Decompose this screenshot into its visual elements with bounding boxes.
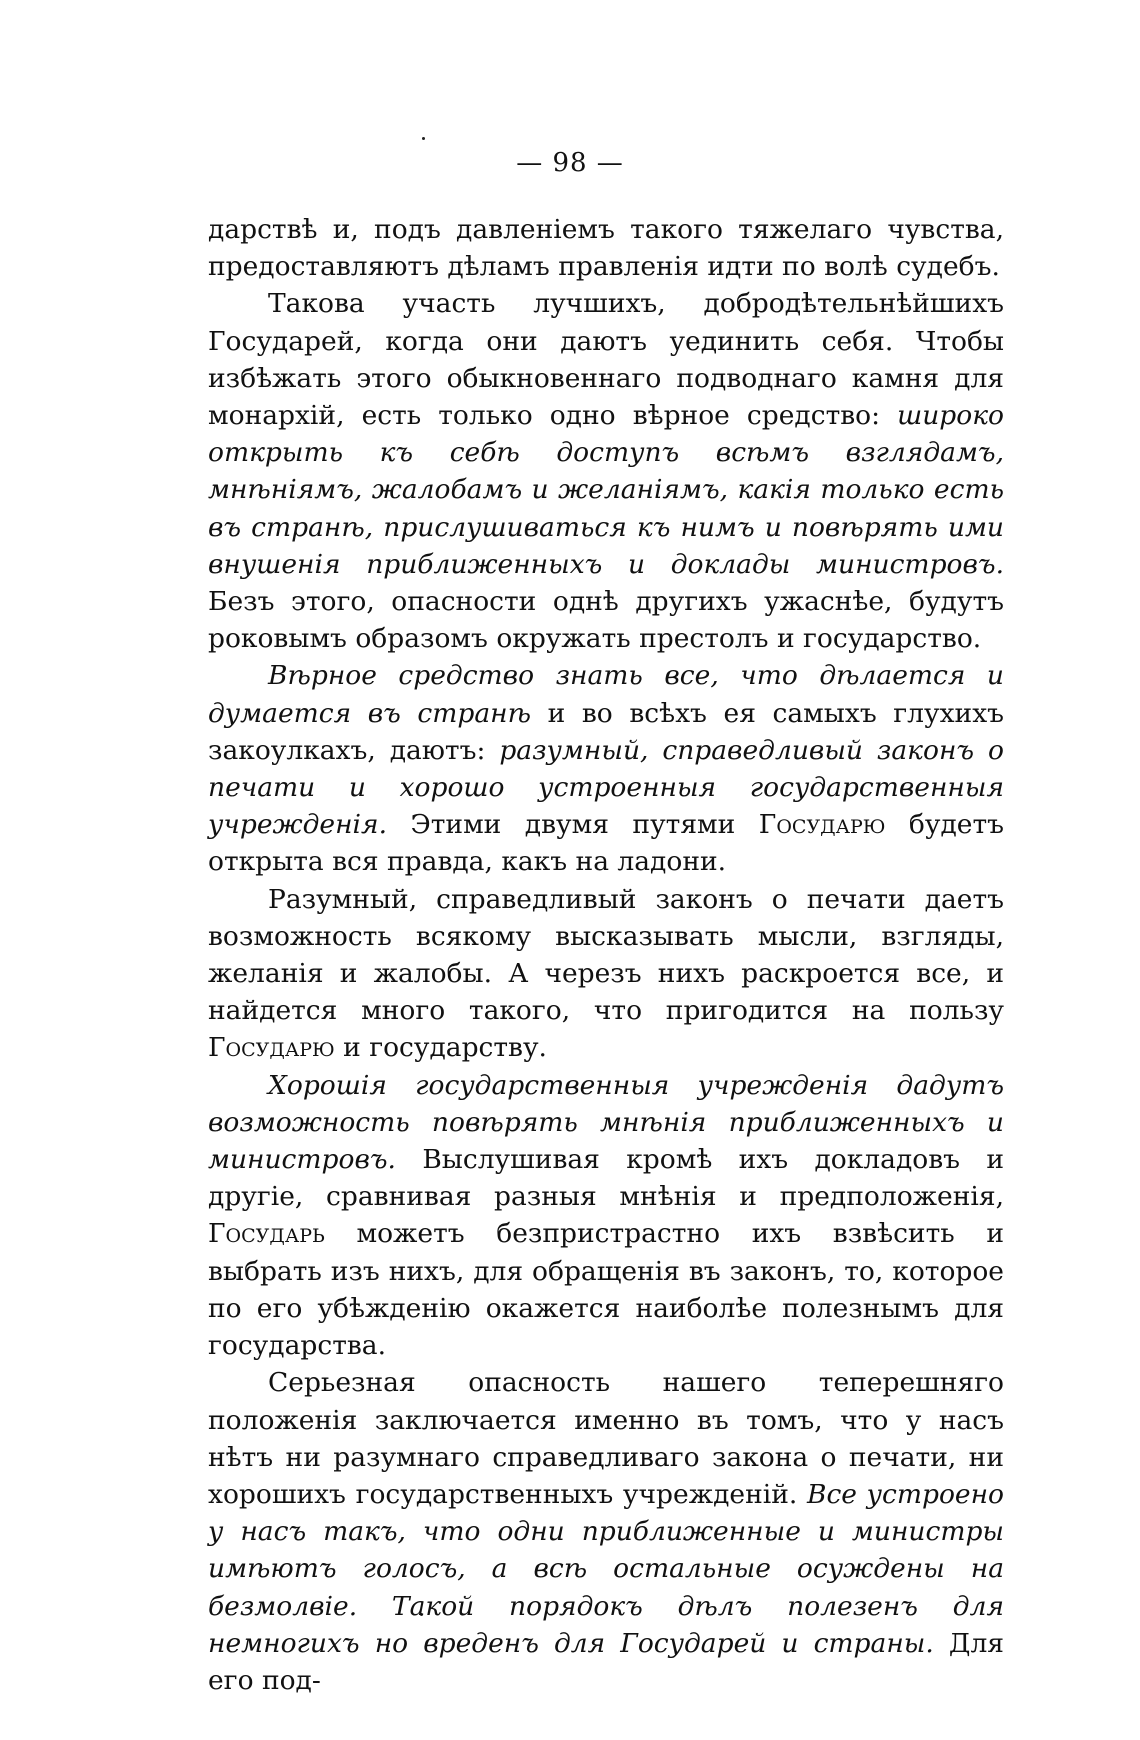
text-run: Разумный, справедливый законъ о печати даетъ возможность всякому высказывать мысли, взгляды, желанія и жалобы. А черезъ нихъ раскроется все, и найдется много такого, что пригодится на пользу — [208, 883, 1004, 1027]
body-text — [208, 211, 1004, 1699]
italic-run: Хорошія государственныя учрежденія дадутъ возможность повѣрять мнѣнія приближенныхъ и министровъ. — [208, 1069, 1004, 1176]
print-speck — [422, 137, 425, 140]
text-run: Такова участь лучшихъ, добродѣтельнѣйшихъ Государей, когда они даютъ уединить себя. Чтобы избѣжать этого обыкновеннаго подводнаго камня для монархій, есть только одно вѣрное средство: — [208, 288, 1004, 432]
small-caps-run: Государь — [208, 1218, 325, 1250]
text-run: Выслушивая кромѣ ихъ докладовъ и другіе, сравнивая разныя мнѣнія и предположенія, — [208, 1144, 1004, 1213]
text-run: и государству. — [334, 1032, 547, 1064]
italic-run: разумный, справедливый законъ о печати и хорошо устроенныя государственныя учрежденія. — [208, 734, 1004, 841]
paragraph — [208, 1364, 1004, 1699]
text-run: Безъ этого, опасности однѣ другихъ ужаснѣе, будутъ роковымъ образомъ окружать престолъ и государство. — [208, 586, 1004, 655]
text-run: Этими двумя путями — [387, 809, 759, 841]
paragraph — [208, 657, 1004, 880]
text-run: Серьезная опасность нашего теперешняго положенія заключается именно въ томъ, что у насъ нѣтъ ни разумнаго справедливаго закона о печати, ни хорошихъ государственныхъ учрежденій. — [208, 1367, 1004, 1510]
small-caps-run: Государю — [758, 809, 886, 841]
text-run: Для его под- — [208, 1627, 1004, 1696]
text-run: дарствѣ и, подъ давленіемъ такого тяжелаго чувства, предоставляютъ дѣламъ правленія идти по волѣ судебъ. — [208, 214, 1004, 283]
italic-run: широко открыть къ себѣ доступъ всѣмъ взглядамъ, мнѣніямъ, жалобамъ и желаніямъ, какія только есть въ странѣ, прислушиваться къ нимъ и повѣрять ими внушенія приближенныхъ и доклады министровъ. — [208, 400, 1004, 580]
paragraph — [208, 881, 1004, 1067]
page-number: — 98 — — [516, 148, 624, 178]
paragraph — [208, 1067, 1004, 1365]
italic-run: Все устроено у насъ такъ, что одни приближенные и министры имѣютъ голосъ, а всѣ остальные осуждены на безмолвіе. Такой порядокъ дѣлъ полезенъ для немногихъ но вреденъ для Государей и страны. — [208, 1478, 1004, 1659]
paragraph — [208, 211, 1004, 285]
text-run: и во всѣхъ ея самыхъ глухихъ закоулкахъ, даютъ: — [208, 697, 1005, 766]
italic-run: Вѣрное средство знать все, что дѣлается и думается въ странѣ — [208, 660, 1004, 729]
text-run: будетъ открыта вся правда, какъ на ладони. — [208, 809, 1004, 878]
paragraph — [208, 285, 1004, 657]
small-caps-run: Государю — [208, 1032, 335, 1064]
text-run: можетъ безпристрастно ихъ взвѣсить и выбрать изъ нихъ, для обращенія въ законъ, то, которое по его убѣжденію окажется наиболѣе полезнымъ для государства. — [208, 1218, 1004, 1362]
